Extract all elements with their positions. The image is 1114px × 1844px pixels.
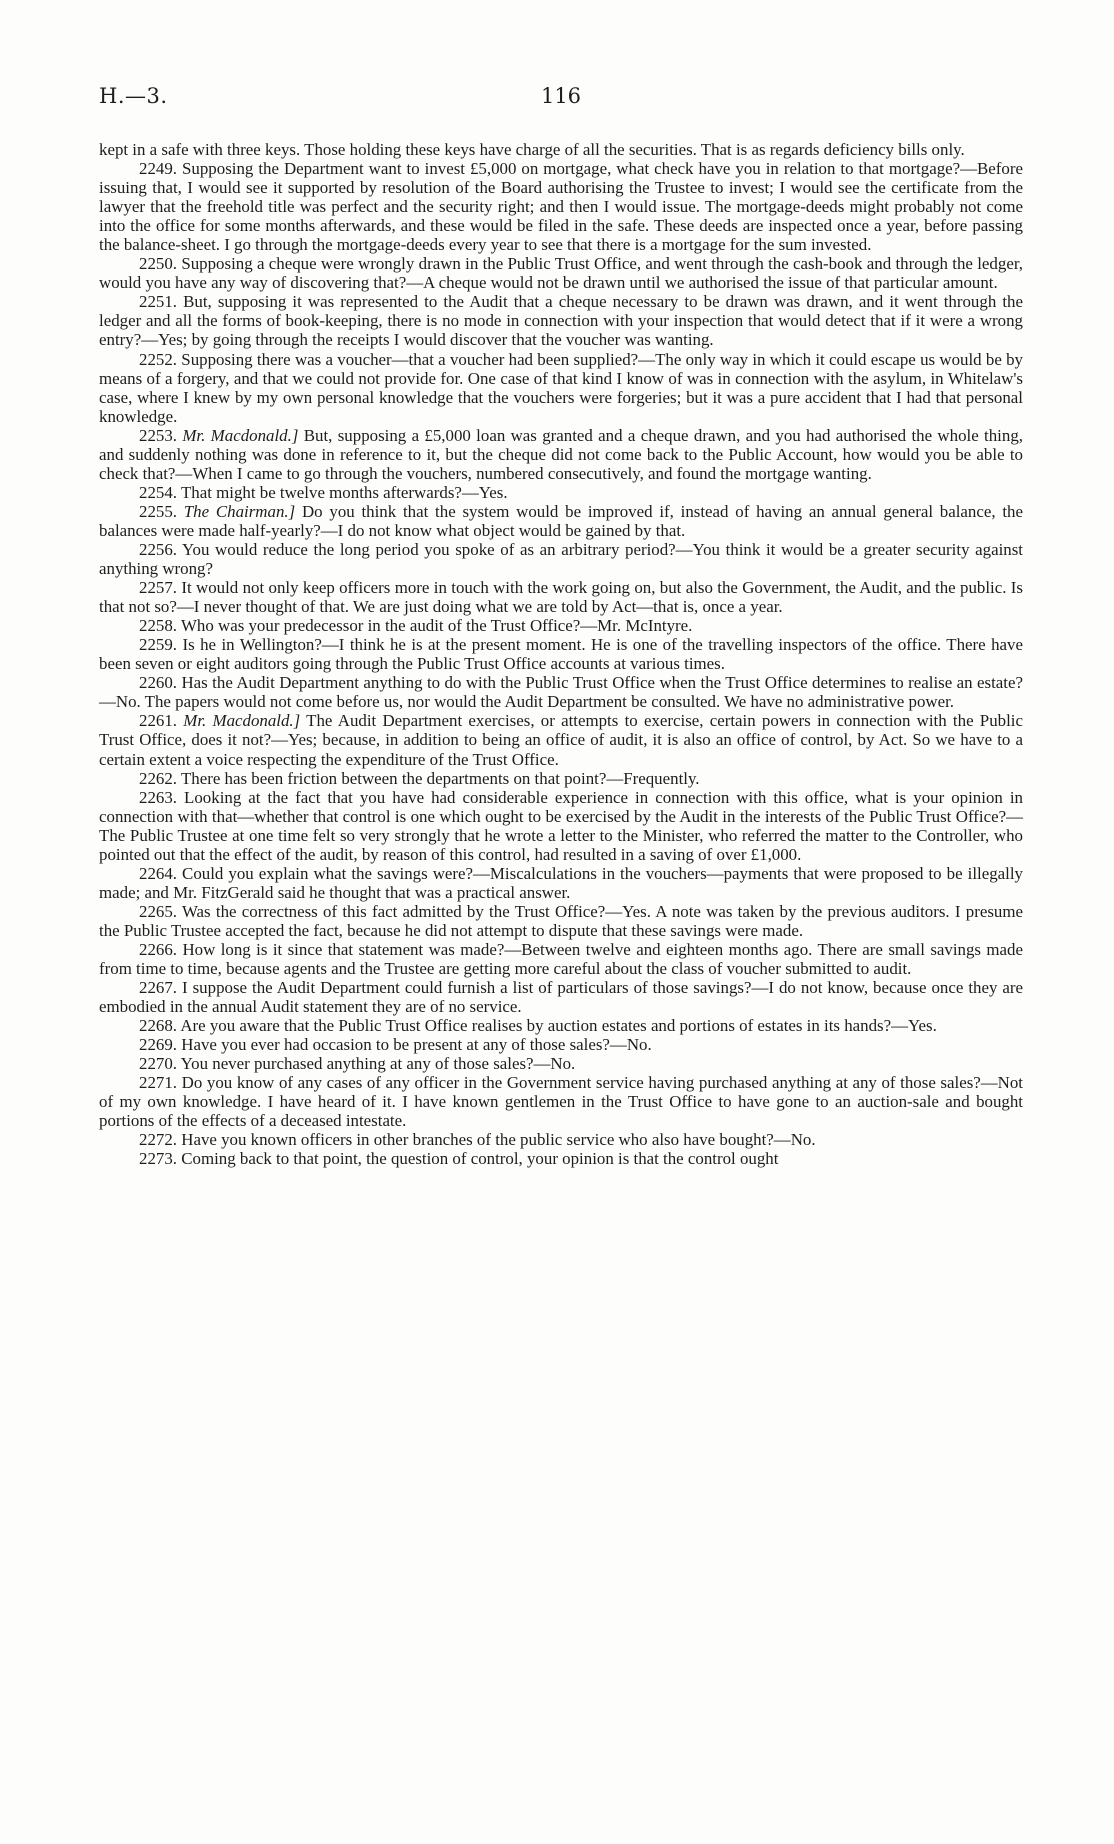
- question-number: 2261.: [139, 711, 178, 731]
- page-header: [99, 84, 1023, 118]
- paragraph-text: Supposing there was a voucher—that a voucher had been supplied?—The only way in which it could escape us would be by means of a forgery, and that we could not provide for. One case of that kind I know of was in connection with the asylum, in Whitelaw's case, where I knew by my own personal knowledge that the vouchers were forgeries; but it was a pure accident that I had that personal knowledge.: [99, 349, 1023, 426]
- paragraph: [99, 254, 1023, 292]
- question-number: 2268.: [139, 1016, 178, 1036]
- speaker-label: The Chairman.]: [183, 501, 296, 521]
- question-number: 2259.: [139, 635, 178, 655]
- paragraph-text: Have you ever had occasion to be present at any of those sales?—No.: [181, 1035, 652, 1055]
- question-number: 2270.: [139, 1054, 178, 1074]
- question-number: 2253.: [139, 425, 178, 445]
- question-number: 2273.: [139, 1149, 178, 1169]
- question-number: 2258.: [139, 616, 178, 636]
- paragraph-text: Is he in Wellington?—I think he is at the present moment. He is one of the travelling inspectors of the office. There have been seven or eight auditors going through the Public Trust Office accounts at various times.: [99, 635, 1023, 674]
- paragraph-text: But, supposing a £5,000 loan was granted and a cheque drawn, and you had authorised the whole thing, and suddenly nothing was done in reference to it, but the cheque did not come back to the Public Account, how would you be able to check that?—When I came to go through the vouchers, numbered consecutively, and found the mortgage wanting.: [99, 425, 1023, 483]
- question-number: 2256.: [139, 539, 178, 559]
- paragraph: [99, 864, 1023, 902]
- paragraph: [99, 540, 1023, 578]
- paragraph-text: Who was your predecessor in the audit of the Trust Office?—Mr. McIntyre.: [180, 616, 693, 636]
- paragraph-text: How long is it since that statement was made?—Between twelve and eighteen months ago. There are small savings made from time to time, because agents and the Trustee are getting more careful about the class of voucher submitted to audit.: [99, 939, 1023, 979]
- question-number: 2257.: [139, 578, 178, 598]
- paragraph-text: Supposing the Department want to invest £5,000 on mortgage, what check have you in relation to that mortgage?—Before issuing that, I would see it supported by resolution of the Board authorising the Trustee to invest; I would see the certificate from the lawyer that the freehold title was perfect and the security right; and then I would issue. The mortgage-deeds might probably not come into the office for some months afterwards, and these would be filed in the safe. These deeds are inspected once a year, before passing the balance-sheet. I go through the mortgage-deeds every year to see that there is a mortgage for the sum invested.: [99, 159, 1023, 255]
- question-number: 2264.: [139, 863, 178, 883]
- paragraph-text: Do you know of any cases of any officer in the Government service having purchased anything at any of those sales?—Not of my own knowledge. I have heard of it. I have known gentlemen in the Trust Office to have gone to an auction-sale and bought portions of the effects of a deceased intestate.: [99, 1073, 1023, 1131]
- speaker-label: Mr. Macdonald.]: [183, 711, 301, 731]
- paragraph: [99, 902, 1023, 940]
- paragraph: [99, 1035, 1023, 1054]
- paragraph-text: The Audit Department exercises, or attempts to exercise, certain powers in connection with the Public Trust Office, does it not?—Yes; because, in addition to being an office of audit, it is also an office of control, by Act. So we have to a certain extent a voice respecting the expenditure of the Trust Office.: [99, 711, 1023, 769]
- paragraph-text: Are you aware that the Public Trust Office realises by auction estates and portions of estates in its hands?—Yes.: [180, 1016, 937, 1036]
- paragraph-text: That might be twelve months afterwards?—Yes.: [180, 482, 508, 502]
- paragraph: [99, 483, 1023, 502]
- paragraph-text: kept in a safe with three keys. Those holding these keys have charge of all the securities. That is as regards deficiency bills only.: [99, 140, 965, 159]
- paragraph: [99, 673, 1023, 711]
- paragraph: [99, 1054, 1023, 1073]
- question-number: 2266.: [139, 939, 178, 959]
- paragraph: [99, 292, 1023, 349]
- paragraph: [99, 426, 1023, 483]
- paragraph-text: Coming back to that point, the question of control, your opinion is that the control ought: [181, 1149, 779, 1169]
- question-number: 2255.: [139, 501, 178, 521]
- question-number: 2251.: [139, 292, 178, 312]
- question-number: 2250.: [139, 254, 178, 274]
- speaker-label: Mr. Macdonald.]: [182, 425, 299, 445]
- question-number: 2263.: [139, 787, 178, 807]
- paragraph-text: It would not only keep officers more in touch with the work going on, but also the Government, the Audit, and the public. Is that not so?—I never thought of that. We are just doing what we are told by Act—that is, once a year.: [99, 578, 1023, 617]
- paragraph: [99, 502, 1023, 540]
- paragraph: [99, 1130, 1023, 1149]
- paragraph-text: Looking at the fact that you have had considerable experience in connection with this office, what is your opinion in connection with that—whether that control is one which ought to be exercised by the Audit in the interests of the Public Trust Office?—The Public Trustee at one time felt so very strongly that he wrote a letter to the Minister, who referred the matter to the Controller, who pointed out that the effect of the audit, by reason of this control, had resulted in a saving of over £1,000.: [99, 787, 1023, 864]
- question-number: 2262.: [139, 768, 178, 788]
- paragraph-text: Have you known officers in other branches of the public service who also have bought?—No.: [181, 1130, 816, 1150]
- paragraph: [99, 616, 1023, 635]
- paragraph-text: You never purchased anything at any of those sales?—No.: [180, 1054, 576, 1074]
- question-number: 2249.: [139, 159, 178, 179]
- paragraph: [99, 940, 1023, 978]
- question-number: 2260.: [139, 673, 178, 693]
- question-number: 2272.: [139, 1130, 178, 1150]
- page-number: 116: [540, 84, 582, 108]
- question-number: 2271.: [139, 1073, 178, 1093]
- paragraph: [99, 1073, 1023, 1130]
- paragraph-text: I suppose the Audit Department could furnish a list of particulars of those savings?—I do not know, because once they are embodied in the annual Audit statement they are of no service.: [99, 978, 1023, 1017]
- paragraph: [99, 578, 1023, 616]
- paragraph: [99, 711, 1023, 768]
- paragraph-text: You would reduce the long period you spoke of as an arbitrary period?—You think it would be a greater security against anything wrong?: [99, 539, 1023, 579]
- paragraph-text: Supposing a cheque were wrongly drawn in the Public Trust Office, and went through the cash-book and through the ledger, would you have any way of discovering that?—A cheque would not be drawn until we authorised the issue of that particular amount.: [99, 254, 1023, 293]
- paragraph: [99, 978, 1023, 1016]
- paragraph-text: But, supposing it was represented to the Audit that a cheque necessary to be drawn was drawn, and it went through the ledger and all the forms of book-keeping, there is no mode in connection with your inspection that would detect that if it were a wrong entry?—Yes; by going through the receipts I would discover that the voucher was wanting.: [99, 292, 1023, 350]
- paragraph-text: Has the Audit Department anything to do with the Public Trust Office when the Trust Office determines to realise an estate?—No. The papers would not come before us, nor would the Audit Department be consulted. We have no administrative power.: [99, 673, 1023, 712]
- paragraph: [99, 350, 1023, 426]
- paragraph: [99, 635, 1023, 673]
- paragraph-text: Could you explain what the savings were?—Miscalculations in the vouchers—payments that were proposed to be illegally made; and Mr. FitzGerald said he thought that was a practical answer.: [99, 863, 1023, 902]
- question-number: 2254.: [139, 482, 178, 502]
- paragraph: [99, 788, 1023, 864]
- question-number: 2269.: [139, 1035, 178, 1055]
- paragraph: [99, 769, 1023, 788]
- document-reference: H.—3.: [99, 84, 168, 108]
- body-text: [99, 140, 1023, 1169]
- paragraph-text: Was the correctness of this fact admitted by the Trust Office?—Yes. A note was taken by the previous auditors. I presume the Public Trustee accepted the fact, because he did not attempt to dispute that these savings were made.: [99, 901, 1023, 940]
- paragraph: [99, 1016, 1023, 1035]
- paragraph: [99, 1149, 1023, 1168]
- question-number: 2252.: [139, 349, 178, 369]
- paragraph-text: There has been friction between the departments on that point?—Frequently.: [180, 768, 700, 788]
- question-number: 2265.: [139, 901, 178, 921]
- question-number: 2267.: [139, 978, 178, 998]
- paragraph-text: Do you think that the system would be improved if, instead of having an annual general balance, the balances were made half-yearly?—I do not know what object would be gained by that.: [99, 501, 1023, 540]
- paragraph: [99, 140, 1023, 159]
- paragraph: [99, 159, 1023, 254]
